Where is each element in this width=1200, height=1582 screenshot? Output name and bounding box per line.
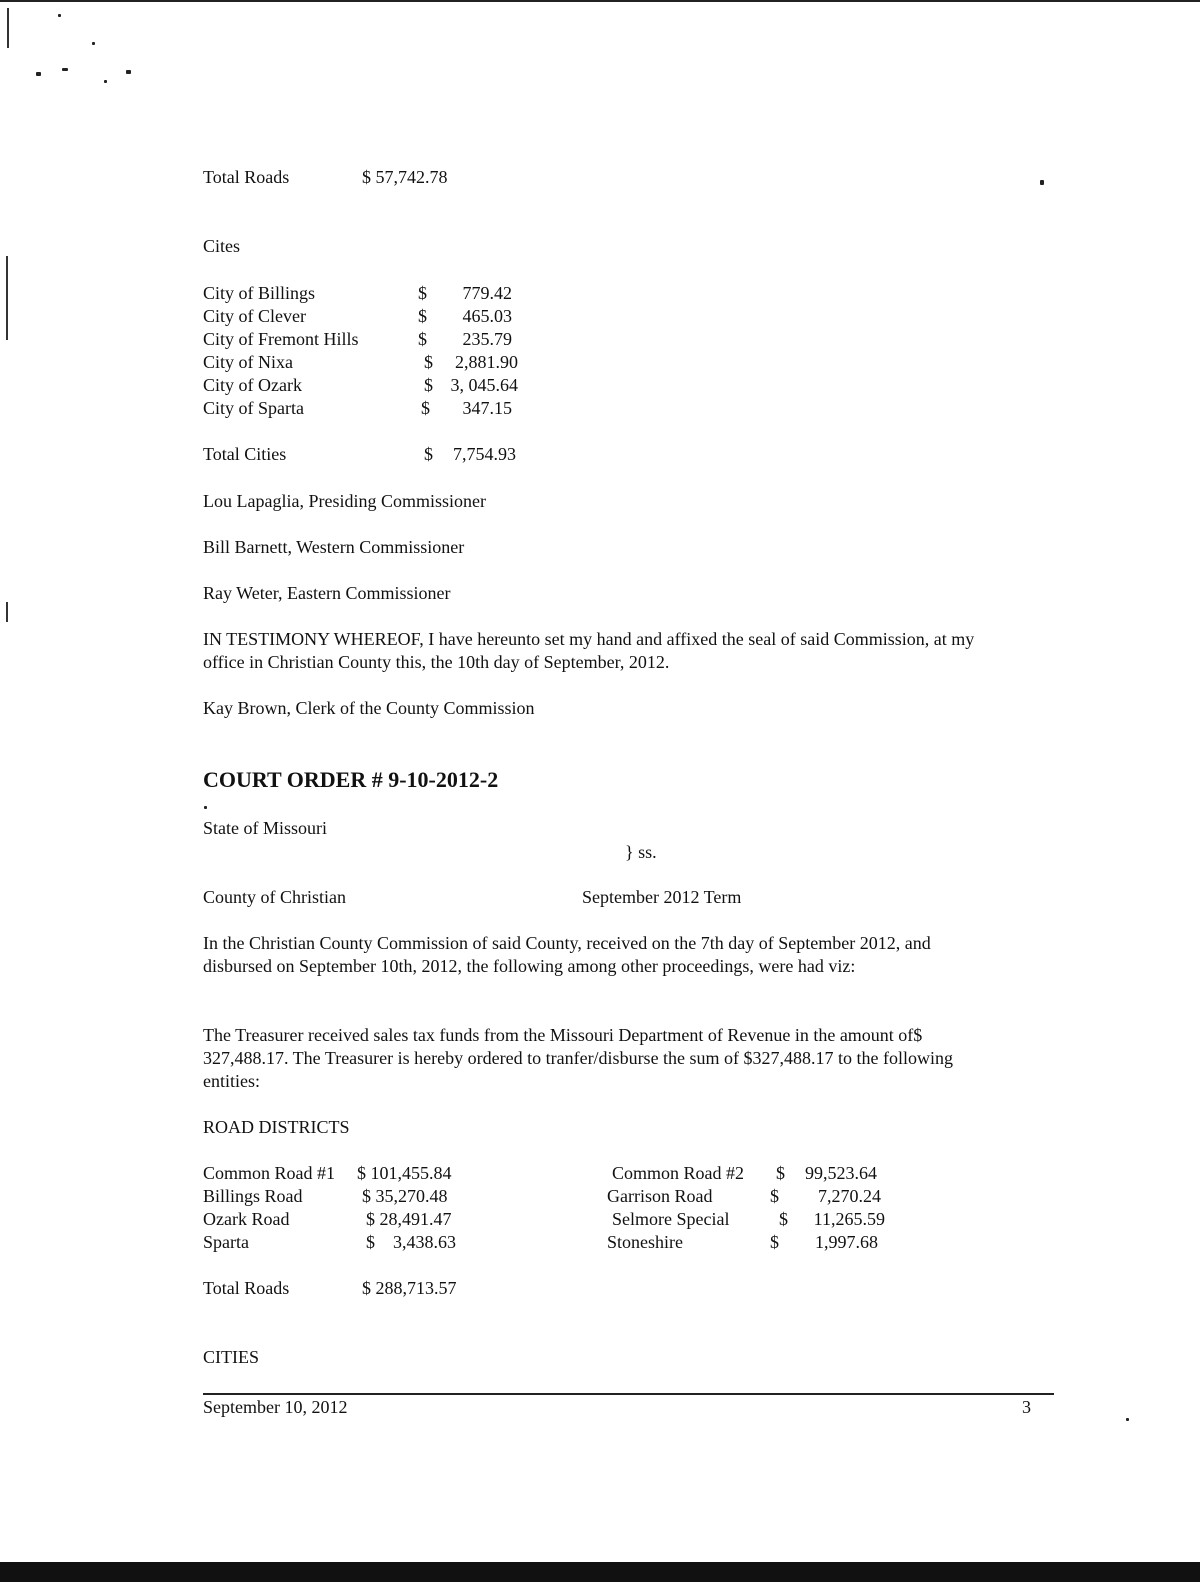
city-name: City of Clever (203, 306, 306, 326)
road-district-name: Garrison Road (607, 1186, 713, 1206)
city-amount: 347.15 (462, 398, 512, 418)
footer-rule (203, 1393, 1054, 1395)
total-roads-amount: $ 57,742.78 (362, 167, 448, 187)
court-order-title: COURT ORDER # 9-10-2012-2 (203, 767, 499, 792)
city-amount: 779.42 (462, 283, 512, 303)
road-districts-heading: ROAD DISTRICTS (203, 1117, 350, 1137)
treasurer-line: The Treasurer received sales tax funds from the Missouri Department of Revenue in the amount of$ (203, 1025, 923, 1045)
testimony-line: office in Christian County this, the 10th day of September, 2012. (203, 652, 670, 672)
footer-page-number: 3 (1022, 1397, 1031, 1417)
footer-date: September 10, 2012 (203, 1397, 348, 1417)
scan-edge-top (0, 0, 1200, 2)
road-district-amount: 7,270.24 (818, 1186, 881, 1206)
county-line: County of Christian (203, 887, 346, 907)
clerk-signature: Kay Brown, Clerk of the County Commission (203, 698, 535, 718)
scan-speck (92, 42, 95, 45)
road-district-amount: $ 28,491.47 (366, 1209, 452, 1229)
road-district-currency: $ (779, 1209, 788, 1229)
road-district-currency: $ (776, 1163, 785, 1183)
road-district-amount: $ 3,438.63 (366, 1232, 456, 1252)
city-currency: $ (424, 352, 433, 372)
city-currency: $ (418, 283, 427, 303)
intro-line: In the Christian County Commission of said County, received on the 7th day of September 2012, and (203, 933, 931, 953)
road-district-name: Billings Road (203, 1186, 303, 1206)
total-cities-currency: $ (424, 444, 433, 464)
road-district-amount: 11,265.59 (813, 1209, 885, 1229)
scan-speck (204, 806, 207, 809)
treasurer-line: entities: (203, 1071, 260, 1091)
road-district-amount: 1,997.68 (815, 1232, 878, 1252)
road-district-amount: 99,523.64 (805, 1163, 877, 1183)
road-district-amount: $ 35,270.48 (362, 1186, 448, 1206)
road-district-name: Selmore Special (612, 1209, 730, 1229)
city-name: City of Ozark (203, 375, 302, 395)
scan-edge-bottom (0, 1562, 1200, 1582)
treasurer-line: 327,488.17. The Treasurer is hereby ordered to tranfer/disburse the sum of $327,488.17 to the following (203, 1048, 954, 1068)
scan-speck (126, 70, 131, 74)
city-currency: $ (424, 375, 433, 395)
signature-western-commissioner: Bill Barnett, Western Commissioner (203, 537, 465, 557)
scan-speck (58, 14, 61, 17)
road-district-name: Common Road #1 (203, 1163, 336, 1183)
total-cities-label: Total Cities (203, 444, 287, 464)
road-district-amount: $ 101,455.84 (357, 1163, 452, 1183)
road-district-name: Sparta (203, 1232, 249, 1252)
ss-bracket: } ss. (625, 842, 657, 862)
scan-speck (36, 72, 41, 76)
city-name: City of Sparta (203, 398, 304, 418)
road-district-name: Common Road #2 (612, 1163, 745, 1183)
intro-line: disbursed on September 10th, 2012, the following among other proceedings, were had viz: (203, 956, 856, 976)
scan-speck (1126, 1418, 1129, 1421)
city-currency: $ (421, 398, 430, 418)
road-district-currency: $ (770, 1232, 779, 1252)
scan-speck (62, 68, 68, 71)
road-district-name: Stoneshire (607, 1232, 683, 1252)
signature-presiding-commissioner: Lou Lapaglia, Presiding Commissioner (203, 491, 486, 511)
cities-heading: CITIES (203, 1347, 259, 1367)
city-amount: 3, 045.64 (450, 375, 518, 395)
city-name: City of Nixa (203, 352, 293, 372)
total-roads-label: Total Roads (203, 167, 290, 187)
road-district-currency: $ (770, 1186, 779, 1206)
state-line: State of Missouri (203, 818, 327, 838)
signature-eastern-commissioner: Ray Weter, Eastern Commissioner (203, 583, 451, 603)
city-currency: $ (418, 329, 427, 349)
city-name: City of Fremont Hills (203, 329, 359, 349)
cities-heading: Cites (203, 236, 241, 256)
city-amount: 2,881.90 (455, 352, 518, 372)
road-district-name: Ozark Road (203, 1209, 290, 1229)
scan-speck (104, 80, 107, 83)
city-amount: 235.79 (462, 329, 512, 349)
scan-speck (1040, 180, 1044, 185)
term-line: September 2012 Term (582, 887, 742, 907)
city-amount: 465.03 (462, 306, 512, 326)
testimony-line: IN TESTIMONY WHEREOF, I have hereunto set my hand and affixed the seal of said Commission, at my (203, 629, 975, 649)
city-currency: $ (418, 306, 427, 326)
total-roads-amount: $ 288,713.57 (362, 1278, 457, 1298)
scan-mark-left (6, 602, 8, 622)
city-name: City of Billings (203, 283, 316, 303)
scan-mark-left (7, 8, 9, 48)
total-cities-amount: 7,754.93 (453, 444, 516, 464)
total-roads-label: Total Roads (203, 1278, 290, 1298)
scan-mark-left (6, 256, 8, 340)
